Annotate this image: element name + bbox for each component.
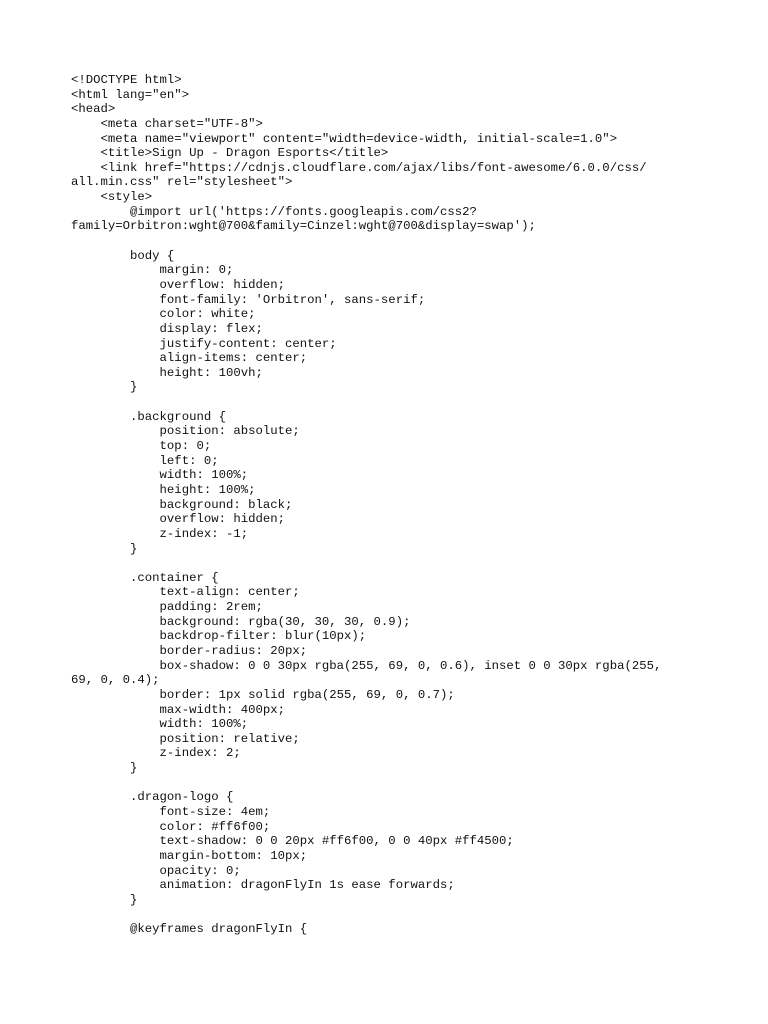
code-line: position: absolute; [71, 424, 300, 439]
code-line: display: flex; [71, 321, 263, 336]
code-line: background: rgba(30, 30, 30, 0.9); [71, 614, 411, 629]
code-line: color: white; [71, 307, 256, 322]
code-line: align-items: center; [71, 351, 308, 366]
code-line: text-align: center; [71, 585, 300, 600]
code-line: <meta name="viewport" content="width=device-width, initial-scale=1.0"> [71, 131, 618, 146]
code-line: <style> [71, 190, 153, 205]
code-line: <meta charset="UTF-8"> [71, 116, 263, 131]
code-line: body { [71, 248, 175, 263]
code-line: overflow: hidden; [71, 512, 286, 527]
code-line: @keyframes dragonFlyIn { [71, 922, 308, 937]
code-line: } [71, 380, 138, 395]
code-line: color: #ff6f00; [71, 819, 271, 834]
code-line: <html lang="en"> [71, 87, 190, 102]
code-line: width: 100%; [71, 468, 249, 483]
code-line: border: 1px solid rgba(255, 69, 0, 0.7); [71, 687, 455, 702]
code-line: position: relative; [71, 731, 300, 746]
code-line: <link href="https://cdnjs.cloudflare.com/ajax/libs/font-awesome/6.0.0/css/ [71, 160, 647, 175]
code-line: <head> [71, 102, 116, 117]
code-line: font-family: 'Orbitron', sans-serif; [71, 292, 426, 307]
code-line: <title>Sign Up - Dragon Esports</title> [71, 146, 389, 161]
code-line [71, 556, 761, 571]
code-line: top: 0; [71, 439, 212, 454]
code-line: padding: 2rem; [71, 600, 263, 615]
code-line: <!DOCTYPE html> [71, 73, 182, 87]
code-line: .container { [71, 570, 219, 585]
code-line: z-index: 2; [71, 746, 241, 761]
code-line: box-shadow: 0 0 30px rgba(255, 69, 0, 0.6), inset 0 0 30px rgba(255, [71, 658, 662, 673]
code-line: .dragon-logo { [71, 790, 234, 805]
code-line: height: 100vh; [71, 365, 263, 380]
code-line [71, 776, 761, 791]
code-line: } [71, 761, 138, 776]
code-line: background: black; [71, 497, 293, 512]
code-line: max-width: 400px; [71, 702, 286, 717]
code-line: height: 100%; [71, 482, 256, 497]
code-line: opacity: 0; [71, 863, 241, 878]
code-line: width: 100%; [71, 717, 249, 732]
code-line: margin-bottom: 10px; [71, 848, 308, 863]
code-line: justify-content: center; [71, 336, 337, 351]
code-line: left: 0; [71, 453, 219, 468]
code-line: 69, 0, 0.4); [71, 673, 160, 688]
code-line: z-index: -1; [71, 526, 249, 541]
code-line [71, 908, 761, 923]
code-line: } [71, 892, 138, 907]
code-line: } [71, 541, 138, 556]
code-line [71, 234, 761, 249]
code-listing [71, 73, 761, 937]
code-line: family=Orbitron:wght@700&family=Cinzel:wght@700&display=swap'); [71, 219, 536, 234]
code-line: @import url('https://fonts.googleapis.com/css2? [71, 204, 477, 219]
code-line: .background { [71, 409, 226, 424]
code-line: border-radius: 20px; [71, 643, 308, 658]
code-line: backdrop-filter: blur(10px); [71, 629, 367, 644]
code-line: margin: 0; [71, 263, 234, 278]
code-line: animation: dragonFlyIn 1s ease forwards; [71, 878, 455, 893]
code-line: overflow: hidden; [71, 277, 286, 292]
code-line: text-shadow: 0 0 20px #ff6f00, 0 0 40px #ff4500; [71, 834, 514, 849]
code-line: font-size: 4em; [71, 805, 271, 820]
code-line [71, 395, 761, 410]
code-line: all.min.css" rel="stylesheet"> [71, 175, 293, 190]
